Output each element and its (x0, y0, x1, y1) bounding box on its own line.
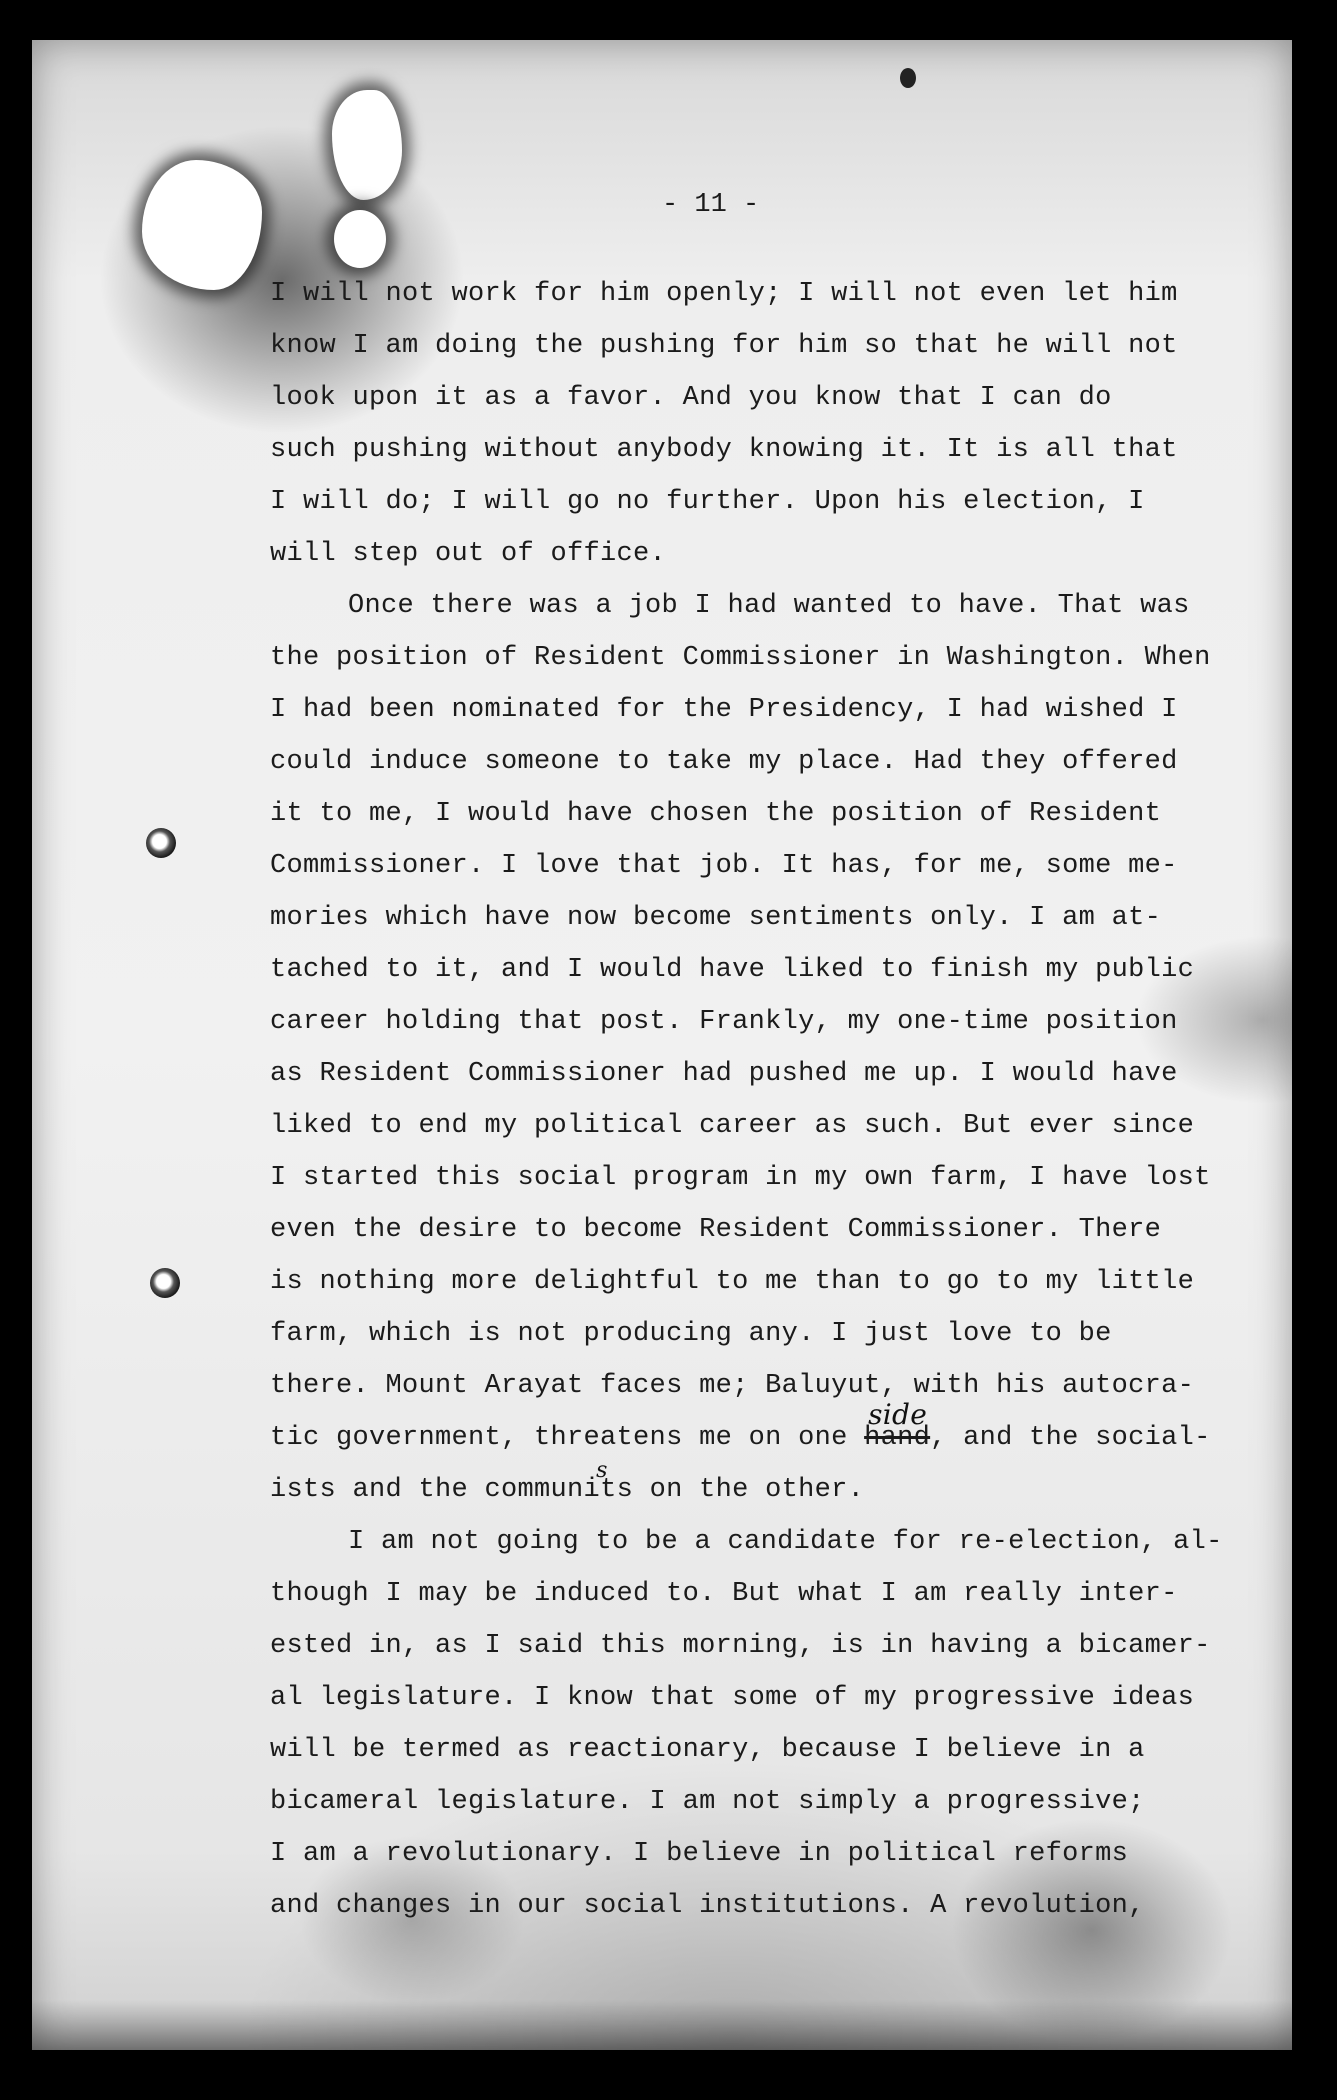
body-text (270, 268, 1280, 1932)
ink-spot (900, 68, 916, 88)
text-line: though I may be induced to. But what I am really inter- (270, 1579, 1178, 1609)
text-line: liked to end my political career as such. But ever since (270, 1111, 1195, 1141)
binder-hole-icon (150, 1268, 180, 1298)
text-line: I will do; I will go no further. Upon his election, I (270, 487, 1145, 517)
text-line: I am a revolutionary. I believe in political reforms (270, 1839, 1129, 1869)
text-line: is nothing more delightful to me than to go to my little (270, 1267, 1195, 1297)
text-line: al legislature. I know that some of my progressive ideas (270, 1683, 1195, 1713)
text-line: such pushing without anybody knowing it. It is all that (270, 435, 1178, 465)
text-line: there. Mount Arayat faces me; Baluyut, with his autocra- (270, 1371, 1195, 1401)
text-line: I am not going to be a candidate for re-election, al- (348, 1527, 1223, 1557)
burn-hole (334, 210, 386, 268)
text-segment: ists and the communi (270, 1475, 601, 1505)
text-line: Once there was a job I had wanted to have. That was (348, 591, 1190, 621)
text-line: will be termed as reactionary, because I believe in a (270, 1735, 1145, 1765)
page-number: - 11 - (662, 190, 760, 220)
struck-word (864, 1398, 931, 1453)
text-line-with-correction (270, 1398, 1280, 1464)
text-segment: ts on the other. (600, 1475, 865, 1505)
text-line: I started this social program in my own farm, I have lost (270, 1163, 1211, 1193)
text-line: will step out of office. (270, 539, 667, 569)
text-line: it to me, I would have chosen the position of Resident (270, 799, 1162, 829)
typewritten-page (32, 40, 1292, 2050)
burn-hole (332, 90, 402, 200)
text-segment: tic government, threatens me on one (270, 1423, 865, 1453)
page-bottom-edge (32, 2000, 1292, 2050)
handwritten-insertion: s (596, 1458, 608, 1483)
text-line: Commissioner. I love that job. It has, for me, some me- (270, 851, 1178, 881)
binder-hole-icon (146, 828, 176, 858)
text-line: bicameral legislature. I am not simply a progressive; (270, 1787, 1145, 1817)
text-line: know I am doing the pushing for him so that he will not (270, 331, 1178, 361)
struck-word-text: hand (864, 1423, 931, 1453)
text-line-with-insertion (270, 1458, 1280, 1516)
text-line: mories which have now become sentiments only. I am at- (270, 903, 1162, 933)
text-line: could induce someone to take my place. Had they offered (270, 747, 1178, 777)
text-line: look upon it as a favor. And you know that I can do (270, 383, 1112, 413)
handwritten-correction: side (868, 1398, 928, 1431)
burn-hole (142, 160, 262, 290)
text-line: and changes in our social institutions. A revolution, (270, 1891, 1145, 1921)
text-line: ested in, as I said this morning, is in having a bicamer- (270, 1631, 1211, 1661)
text-line: even the desire to become Resident Commissioner. There (270, 1215, 1162, 1245)
text-line: farm, which is not producing any. I just love to be (270, 1319, 1112, 1349)
text-line: the position of Resident Commissioner in Washington. When (270, 643, 1211, 673)
text-line: tached to it, and I would have liked to finish my public (270, 955, 1195, 985)
text-line: career holding that post. Frankly, my one-time position (270, 1007, 1178, 1037)
text-line: I will not work for him openly; I will not even let him (270, 279, 1178, 309)
text-segment: , and the social- (930, 1423, 1211, 1453)
text-line: I had been nominated for the Presidency, I had wished I (270, 695, 1178, 725)
text-line: as Resident Commissioner had pushed me up. I would have (270, 1059, 1178, 1089)
